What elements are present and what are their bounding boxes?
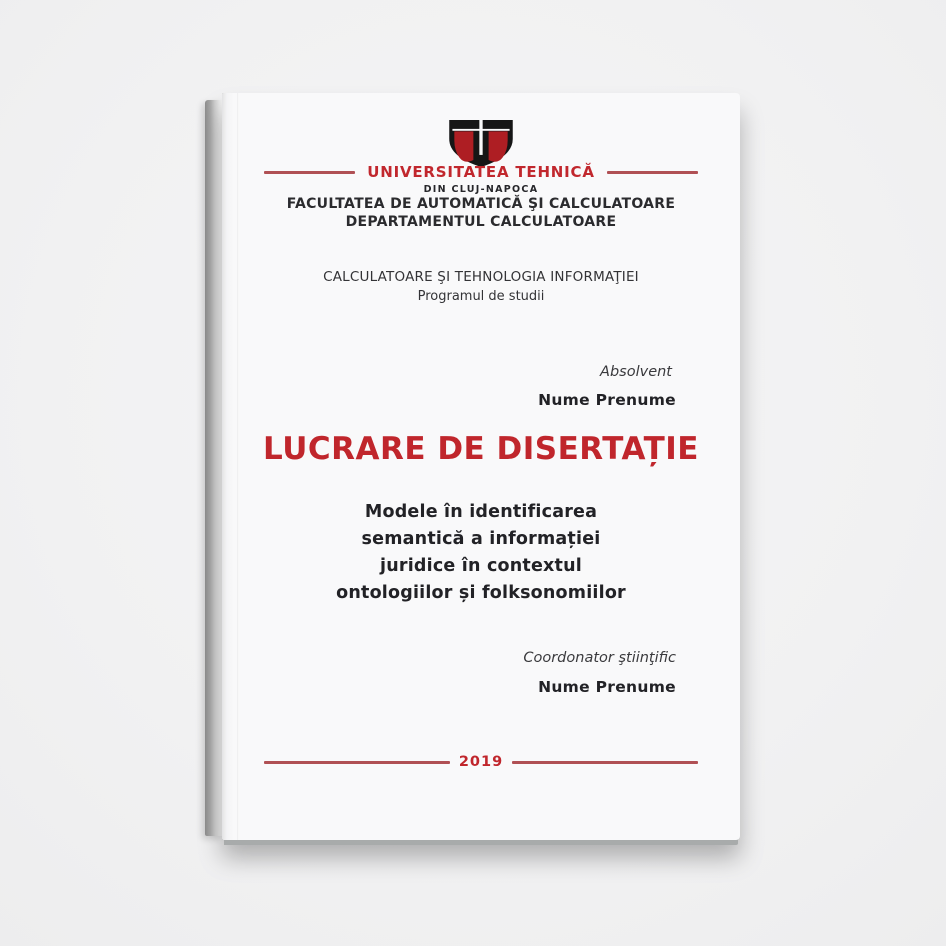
university-logo-icon — [448, 120, 514, 167]
book-pages-edge — [205, 100, 223, 836]
university-name-row — [222, 163, 740, 181]
red-rule-left — [264, 171, 355, 174]
program-name: CALCULATOARE ŞI TEHNOLOGIA INFORMAŢIEI — [323, 269, 639, 285]
thesis-subtitle — [222, 499, 740, 607]
red-rule-right — [607, 171, 698, 174]
program-block — [222, 269, 740, 304]
student-name: Nume Prenume — [538, 391, 676, 409]
university-location: DIN CLUJ-NAPOCA — [423, 184, 539, 195]
student-label: Absolvent — [600, 364, 672, 380]
subtitle-line: Modele în identificarea — [364, 502, 598, 522]
advisor-name: Nume Prenume — [538, 678, 676, 696]
subtitle-line: ontologiilor și folksonomiilor — [336, 583, 626, 603]
year-section — [222, 754, 740, 770]
book-cover — [222, 93, 740, 840]
department-name: DEPARTAMENTUL CALCULATOARE — [345, 213, 617, 230]
program-label: Programul de studii — [417, 289, 545, 304]
subtitle-line: semantică a informației — [361, 529, 601, 549]
student-section — [538, 364, 676, 409]
thesis-title: LUCRARE DE DISERTAȚIE — [263, 431, 699, 467]
red-rule-left — [264, 761, 450, 764]
red-rule-right — [512, 761, 698, 764]
advisor-label: Coordonator ştiinţific — [523, 650, 676, 666]
advisor-section — [523, 650, 676, 696]
faculty-block — [222, 196, 740, 231]
year-text: 2019 — [458, 754, 504, 770]
subtitle-line: juridice în contextul — [380, 556, 582, 576]
faculty-name: FACULTATEA DE AUTOMATICĂ ŞI CALCULATOARE — [286, 196, 676, 212]
book — [205, 93, 740, 840]
university-name: UNIVERSITATEA TEHNICĂ — [367, 163, 595, 181]
